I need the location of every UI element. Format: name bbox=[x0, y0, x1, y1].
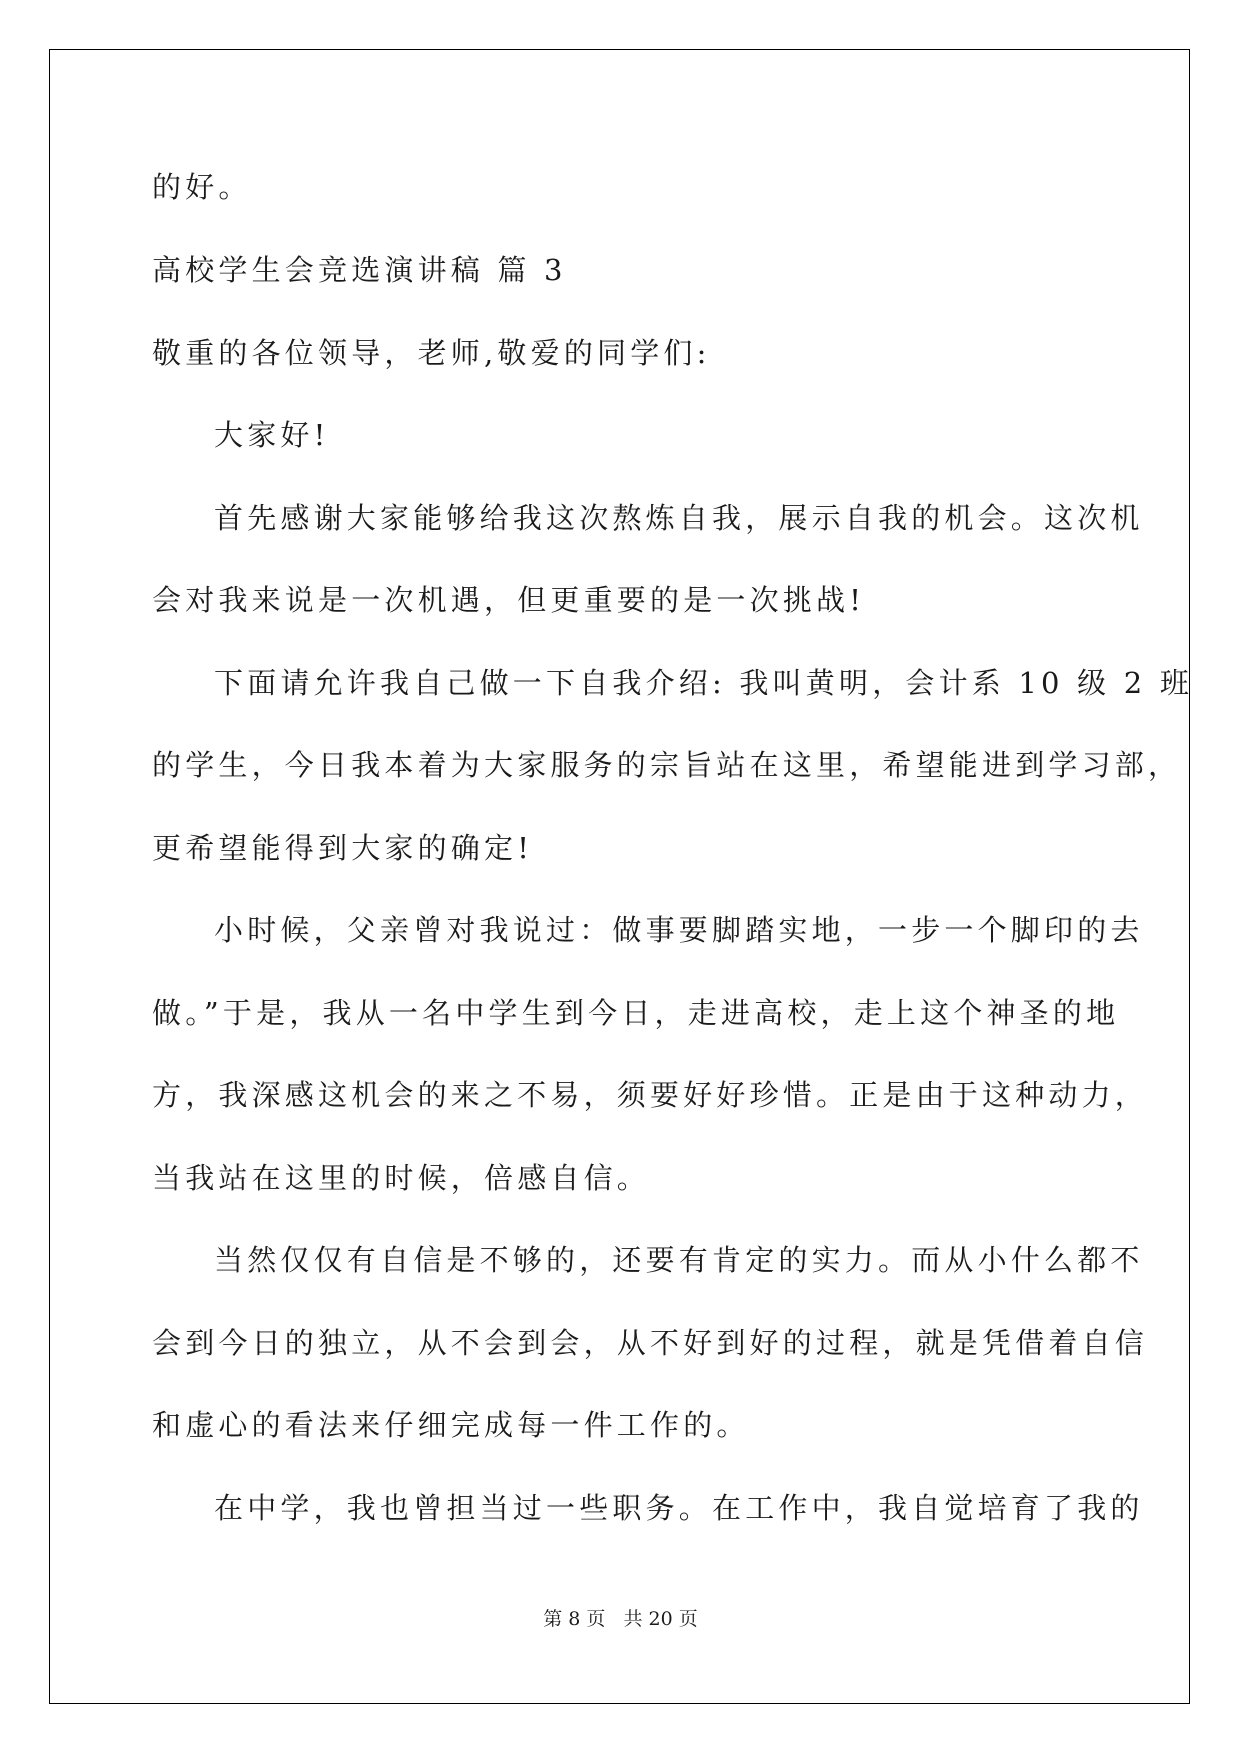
salutation: 敬重的各位领导，老师,敬爱的同学们: bbox=[152, 336, 711, 370]
text-line-1: 的好。 bbox=[152, 170, 252, 204]
paragraph-4-line-2: 会到今日的独立，从不会到会，从不好到好的过程，就是凭借着自信 bbox=[152, 1326, 1149, 1360]
paragraph-2-line-3: 更希望能得到大家的确定! bbox=[152, 831, 534, 865]
paragraph-5-line-1: 在中学，我也曾担当过一些职务。在工作中，我自觉培育了我的 bbox=[214, 1491, 1144, 1525]
paragraph-4-line-1: 当然仅仅有自信是不够的，还要有肯定的实力。而从小什么都不 bbox=[214, 1243, 1144, 1277]
greeting: 大家好! bbox=[214, 418, 330, 452]
paragraph-2-line-2: 的学生，今日我本着为大家服务的宗旨站在这里，希望能进到学习部， bbox=[152, 748, 1182, 782]
page-number-current: 第 8 页 bbox=[543, 1608, 606, 1630]
page-footer bbox=[0, 1606, 1241, 1632]
section-heading: 高校学生会竞选演讲稿 篇 3 bbox=[152, 253, 567, 287]
paragraph-3-line-2: 做。”于是，我从一名中学生到今日，走进高校，走上这个神圣的地 bbox=[152, 996, 1120, 1030]
page-border bbox=[49, 49, 1190, 1704]
page-number-total: 共 20 页 bbox=[623, 1608, 698, 1630]
paragraph-2-line-1: 下面请允许我自己做一下自我介绍: 我叫黄明，会计系 10 级 2 班 bbox=[214, 666, 1194, 700]
paragraph-1-line-2: 会对我来说是一次机遇，但更重要的是一次挑战! bbox=[152, 583, 866, 617]
paragraph-3-line-1: 小时候，父亲曾对我说过：做事要脚踏实地，一步一个脚印的去 bbox=[214, 913, 1144, 947]
paragraph-3-line-3: 方，我深感这机会的来之不易，须要好好珍惜。正是由于这种动力， bbox=[152, 1078, 1149, 1112]
paragraph-4-line-3: 和虚心的看法来仔细完成每一件工作的。 bbox=[152, 1408, 750, 1442]
paragraph-3-line-4: 当我站在这里的时候，倍感自信。 bbox=[152, 1161, 651, 1195]
paragraph-1-line-1: 首先感谢大家能够给我这次熬炼自我，展示自我的机会。这次机 bbox=[214, 501, 1144, 535]
